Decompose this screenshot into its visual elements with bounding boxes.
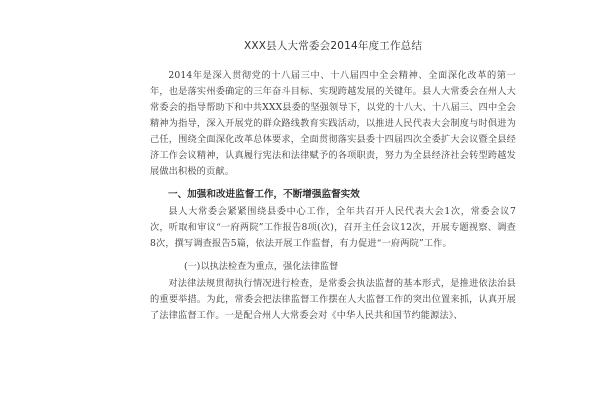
section-paragraph: 县人大常委会紧紧围绕县委中心工作，全年共召开人民代表大会1次，常委会议7次，听取和审议“一府两院”工作报告8项(次)，召开主任会议12次，开展专题视察、调查8次，撰写调查报告5篇，依法开展工作监督，有力促进“一府两院”工作。 bbox=[150, 206, 516, 249]
intro-paragraph: 2014年是深入贯彻党的十八届三中、十八届四中全会精神、全面深化改革的第一年，也是落实州委确定的三年奋斗目标、实现跨越发展的关键年。县人大常委会在州人大常委会的指导帮助下和中共XXX县委的坚强领导下，以党的十八大、十八届三、四中全会精神为指导，深入开展党的群众路线教育实践活动，以推进人民代表大会制度与时俱进为己任，围绕全面深化改革总体要求，全面贯彻落实县委十四届四次全委扩大会议暨全县经济工作会议精神，认真履行宪法和法律赋予的各项职责，努力为全县经济社会转型跨越发展做出积极的贡献。 bbox=[150, 70, 516, 177]
subsection-paragraph: 对法律法规贯彻执行情况进行检查，是常委会执法监督的基本形式，是推进依法治县的重要举措。为此，常委会把法律监督工作摆在人大监督工作的突出位置来抓，认真开展了法律监督工作。一是配合州人大常委会对《中华人民共和国节约能源法》、 bbox=[150, 278, 516, 321]
document-title: XXX县人大常委会2014年度工作总结 bbox=[243, 40, 423, 52]
section-heading: 一、加强和改进监督工作，不断增强监督实效 bbox=[168, 189, 360, 200]
subsection-heading: (一)以执法检查为重点，强化法律监督 bbox=[184, 261, 339, 272]
